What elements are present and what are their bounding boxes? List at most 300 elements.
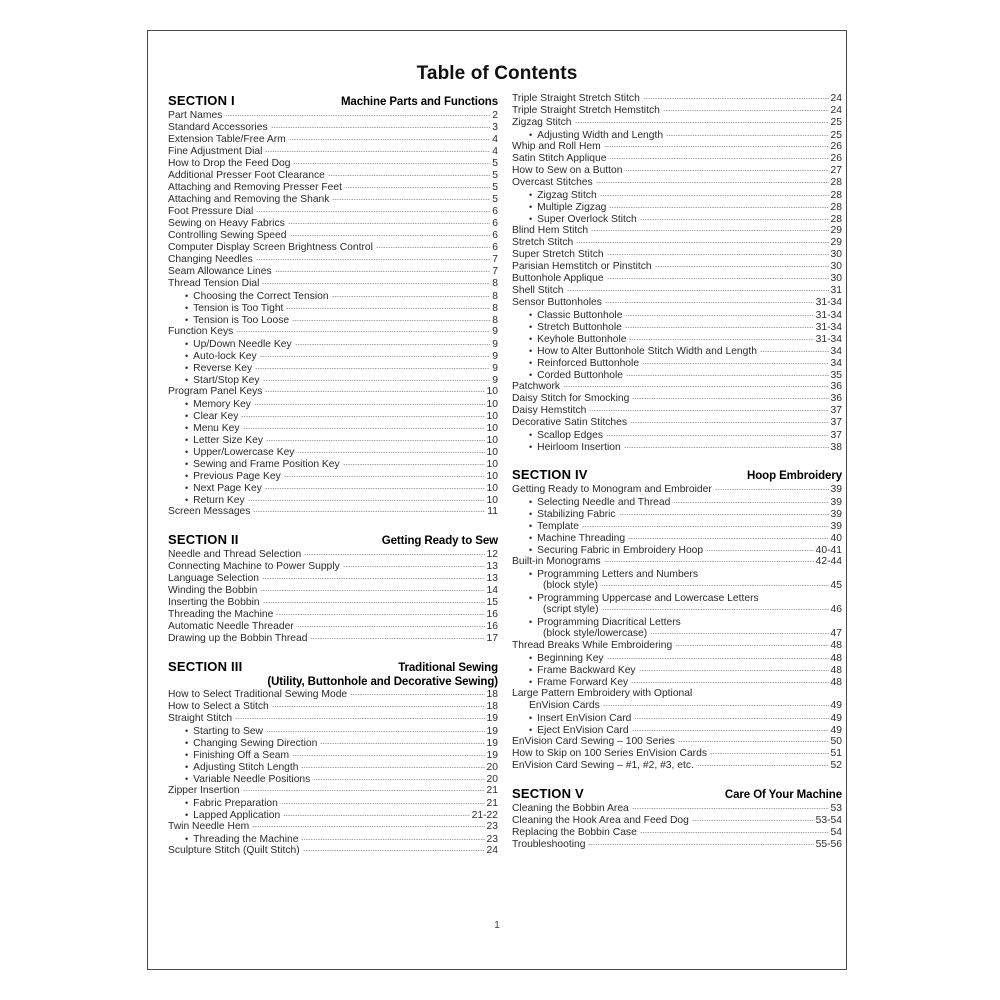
dot-leader (225, 115, 490, 116)
toc-entry-label: Tension is Too Tight (193, 303, 284, 314)
toc-entry[interactable] (512, 616, 842, 628)
toc-entry-label: Insert EnVision Card (537, 713, 632, 724)
dot-leader (605, 302, 814, 303)
dot-leader (288, 223, 491, 224)
toc-entry[interactable] (168, 398, 498, 410)
toc-entry-page-number: 10 (486, 386, 498, 397)
toc-entry-page-number: 31 (830, 285, 842, 296)
toc-entry[interactable] (512, 803, 842, 815)
dot-leader (290, 235, 491, 236)
toc-entry-page-number: 30 (830, 261, 842, 272)
toc-entry[interactable] (512, 309, 842, 321)
toc-entry[interactable] (512, 249, 842, 261)
toc-entry-label: (script style) (543, 604, 599, 615)
toc-entry[interactable] (512, 333, 842, 345)
toc-entry[interactable] (512, 201, 842, 213)
toc-entry-page-number: 9 (492, 339, 498, 350)
toc-entry-label: Letter Size Key (193, 435, 263, 446)
page-title: Table of Contents (416, 63, 578, 84)
toc-entry[interactable] (168, 713, 498, 725)
toc-entry[interactable] (512, 496, 842, 508)
left-column (168, 93, 498, 969)
toc-entry[interactable] (168, 242, 498, 254)
toc-entry[interactable] (168, 218, 498, 230)
toc-entry[interactable] (168, 434, 498, 446)
toc-entry[interactable] (168, 350, 498, 362)
dot-leader (275, 271, 491, 272)
toc-entry-page-number: 10 (486, 483, 498, 494)
dot-leader (289, 139, 491, 140)
toc-entry[interactable] (512, 484, 842, 496)
toc-entry[interactable] (512, 345, 842, 357)
toc-entry[interactable] (512, 604, 842, 616)
toc-entry[interactable] (168, 254, 498, 266)
toc-entry[interactable] (168, 797, 498, 809)
toc-entry-page-number: 27 (830, 165, 842, 176)
toc-entry[interactable] (512, 177, 842, 189)
toc-entry[interactable] (512, 532, 842, 544)
toc-entry-label: Start/Stop Key (193, 375, 260, 386)
toc-entry[interactable] (168, 761, 498, 773)
toc-entry-label: Starting to Sew (193, 726, 263, 737)
bullet-icon: • (185, 350, 189, 361)
toc-entry-label: Fabric Preparation (193, 798, 278, 809)
toc-entry[interactable] (512, 405, 842, 417)
toc-entry[interactable] (512, 321, 842, 333)
bullet-icon: • (529, 592, 533, 603)
toc-entry[interactable] (168, 206, 498, 218)
toc-entry[interactable] (168, 597, 498, 609)
toc-entry[interactable] (168, 266, 498, 278)
dot-leader (639, 670, 829, 671)
toc-entry-label: Cleaning the Hook Area and Feed Dog (512, 815, 689, 826)
dot-leader (262, 283, 490, 284)
dot-leader (272, 706, 485, 707)
toc-entry-label: Corded Buttonhole (537, 370, 624, 381)
toc-entry-page-number: 16 (486, 609, 498, 620)
toc-entry[interactable] (512, 141, 842, 153)
dot-leader (624, 447, 829, 448)
dot-leader (760, 351, 829, 352)
dot-leader (301, 767, 484, 768)
bullet-icon: • (185, 470, 189, 481)
dot-leader (281, 803, 485, 804)
dot-leader (609, 207, 828, 208)
toc-entry-page-number: 10 (486, 411, 498, 422)
toc-entry-page-number: 11 (487, 506, 498, 517)
toc-entry[interactable] (168, 561, 498, 573)
dot-leader (292, 320, 490, 321)
bullet-icon: • (529, 664, 533, 675)
dot-leader (295, 344, 491, 345)
bullet-icon: • (185, 749, 189, 760)
toc-entry-page-number: 38 (830, 442, 842, 453)
toc-entry-label: Sewing and Frame Position Key (193, 459, 340, 470)
toc-entry[interactable] (168, 633, 498, 645)
toc-entry-page-number: 48 (830, 665, 842, 676)
toc-entry[interactable] (168, 362, 498, 374)
toc-entry-page-number: 42-44 (815, 556, 842, 567)
toc-entry-page-number: 40 (830, 533, 842, 544)
toc-entry[interactable] (512, 165, 842, 177)
dot-leader (625, 327, 814, 328)
toc-entry[interactable] (512, 712, 842, 724)
toc-entry[interactable] (168, 230, 498, 242)
toc-entry[interactable] (512, 273, 842, 285)
toc-entry[interactable] (168, 326, 498, 338)
bullet-icon: • (529, 369, 533, 380)
toc-entry-page-number: 18 (486, 701, 498, 712)
bullet-icon: • (529, 676, 533, 687)
toc-entry-label: Daisy Hemstitch (512, 405, 587, 416)
toc-entry[interactable] (168, 737, 498, 749)
dot-leader (632, 730, 829, 731)
toc-entry-page-number: 5 (492, 170, 498, 181)
bullet-icon: • (529, 201, 533, 212)
toc-entry-page-number: 45 (830, 580, 842, 591)
dot-leader (582, 526, 829, 527)
section-title: Getting Ready to Sew (381, 535, 498, 547)
toc-entry-label: Automatic Needle Threader (168, 621, 294, 632)
toc-entry[interactable] (512, 381, 842, 393)
toc-entry[interactable] (512, 676, 842, 688)
toc-entry-label: Threading the Machine (168, 609, 274, 620)
toc-entry-label: Additional Presser Foot Clearance (168, 170, 325, 181)
toc-entry[interactable] (168, 585, 498, 597)
toc-entry[interactable] (168, 621, 498, 633)
bullet-icon: • (185, 422, 189, 433)
section-title: Care Of Your Machine (724, 789, 842, 801)
toc-entry-label: Heirloom Insertion (537, 442, 621, 453)
toc-entry-page-number: 31-34 (815, 310, 842, 321)
toc-entry-label: Replacing the Bobbin Case (512, 827, 637, 838)
toc-entry[interactable] (168, 182, 498, 194)
toc-entry-label: Program Panel Keys (168, 386, 263, 397)
dot-leader (297, 452, 484, 453)
toc-entry-label: Triple Straight Stretch Stitch (512, 93, 640, 104)
dot-leader (643, 98, 829, 99)
toc-entry-label: Built-in Monograms (512, 556, 601, 567)
dot-leader (631, 682, 828, 683)
toc-entry-label: Overcast Stitches (512, 177, 593, 188)
dot-leader (576, 242, 828, 243)
toc-entry[interactable] (512, 357, 842, 369)
toc-entry[interactable] (168, 833, 498, 845)
toc-entry[interactable] (168, 845, 498, 857)
dot-leader (626, 375, 829, 376)
dot-leader (673, 502, 828, 503)
toc-entry[interactable] (168, 170, 498, 182)
toc-entry-page-number: 19 (486, 726, 498, 737)
toc-entry-label: Next Page Key (193, 483, 262, 494)
toc-entry-page-number: 36 (830, 393, 842, 404)
toc-entry[interactable] (512, 760, 842, 772)
toc-entry-page-number: 30 (830, 273, 842, 284)
toc-entry[interactable] (168, 422, 498, 434)
dot-leader (332, 199, 490, 200)
toc-entry[interactable] (512, 700, 842, 712)
right-column (512, 93, 842, 969)
toc-entry[interactable] (168, 446, 498, 458)
dot-leader (715, 489, 829, 490)
toc-entry[interactable] (512, 117, 842, 129)
toc-entry-label: Extension Table/Free Arm (168, 134, 286, 145)
toc-entry-page-number: 7 (492, 266, 498, 277)
toc-entry[interactable] (168, 158, 498, 170)
toc-entry[interactable] (512, 580, 842, 592)
toc-entry-label: Choosing the Correct Tension (193, 291, 329, 302)
toc-entry-page-number: 26 (830, 153, 842, 164)
toc-entry[interactable] (512, 429, 842, 441)
toc-entry-label: Thread Tension Dial (168, 278, 260, 289)
dot-leader (640, 219, 829, 220)
toc-entry-page-number: 21-22 (471, 810, 498, 821)
toc-entry-page-number: 54 (830, 827, 842, 838)
toc-entry-page-number: 15 (486, 597, 498, 608)
toc-entry[interactable] (512, 369, 842, 381)
toc-entry[interactable] (168, 146, 498, 158)
toc-entry-page-number: 10 (486, 459, 498, 470)
toc-entry-label: Screen Messages (168, 506, 251, 517)
toc-entry-label: Classic Buttonhole (537, 310, 623, 321)
toc-entry-label: Cleaning the Bobbin Area (512, 803, 629, 814)
dot-leader (254, 404, 485, 405)
toc-entry[interactable] (512, 568, 842, 580)
toc-entry[interactable] (512, 736, 842, 748)
toc-entry[interactable] (512, 748, 842, 760)
dot-leader (252, 826, 484, 827)
toc-entry-page-number: 6 (492, 206, 498, 217)
toc-entry-page-number: 13 (486, 573, 498, 584)
toc-entry-label: Connecting Machine to Power Supply (168, 561, 340, 572)
section-id: SECTION IV (512, 467, 588, 482)
toc-entry[interactable] (168, 470, 498, 482)
toc-entry[interactable] (512, 640, 842, 652)
dot-leader (304, 554, 484, 555)
toc-entry-label: Drawing up the Bobbin Thread (168, 633, 308, 644)
dot-leader (629, 339, 813, 340)
dot-leader (265, 488, 485, 489)
toc-entry[interactable] (512, 285, 842, 297)
dot-leader (376, 247, 490, 248)
toc-entry-page-number: 28 (830, 214, 842, 225)
toc-entry-label: Adjusting Width and Length (537, 130, 664, 141)
toc-entry[interactable] (512, 508, 842, 520)
toc-entry-page-number: 4 (492, 146, 498, 157)
dot-leader (663, 110, 829, 111)
toc-entry[interactable] (168, 809, 498, 821)
toc-entry[interactable] (512, 556, 842, 568)
toc-entry-label: Adjusting Stitch Length (193, 762, 299, 773)
toc-entry-page-number: 37 (830, 430, 842, 441)
toc-entry[interactable] (512, 213, 842, 225)
toc-entry[interactable] (168, 410, 498, 422)
toc-entry-page-number: 31-34 (815, 322, 842, 333)
dot-leader (567, 290, 829, 291)
dot-leader (607, 254, 829, 255)
toc-entry-label: (block style) (543, 580, 598, 591)
bullet-icon: • (185, 362, 189, 373)
toc-entry[interactable] (512, 544, 842, 556)
toc-entry[interactable] (168, 278, 498, 290)
toc-entry-label: Sensor Buttonholes (512, 297, 602, 308)
toc-entry[interactable] (512, 827, 842, 839)
toc-entry-page-number: 31-34 (815, 297, 842, 308)
toc-entry-label: Standard Accessories (168, 122, 268, 133)
toc-entry[interactable] (512, 105, 842, 117)
toc-entry-label: Buttonhole Applique (512, 273, 604, 284)
toc-entry[interactable] (512, 129, 842, 141)
dot-leader (601, 585, 829, 586)
toc-entry[interactable] (512, 628, 842, 640)
toc-entry[interactable] (168, 110, 498, 122)
toc-entry-page-number: 48 (830, 640, 842, 651)
toc-entry[interactable] (512, 393, 842, 405)
toc-entry[interactable] (168, 482, 498, 494)
toc-entry[interactable] (168, 821, 498, 833)
dot-leader (301, 839, 484, 840)
toc-entry-label: Computer Display Screen Brightness Control (168, 242, 373, 253)
toc-entry[interactable] (512, 297, 842, 309)
toc-entry[interactable] (512, 441, 842, 453)
toc-entry[interactable] (168, 506, 498, 518)
section-id: SECTION V (512, 786, 584, 801)
toc-entry[interactable] (168, 194, 498, 206)
toc-entry-label: Patchwork (512, 381, 561, 392)
toc-entry-page-number: 23 (486, 834, 498, 845)
toc-entry[interactable] (168, 134, 498, 146)
toc-entry-page-number: 10 (486, 471, 498, 482)
toc-entry-page-number: 17 (486, 633, 498, 644)
toc-entry[interactable] (512, 520, 842, 532)
toc-entry-page-number: 5 (492, 182, 498, 193)
dot-leader (563, 386, 828, 387)
toc-entry[interactable] (168, 374, 498, 386)
toc-entry[interactable] (168, 689, 498, 701)
bullet-icon: • (185, 761, 189, 772)
dot-leader (284, 476, 485, 477)
dot-leader (260, 590, 484, 591)
toc-entry-label: Blind Hem Stitch (512, 225, 589, 236)
toc-entry-page-number: 5 (492, 158, 498, 169)
toc-entry-label: Clear Key (193, 411, 239, 422)
toc-entry-label: Reinforced Buttonhole (537, 358, 640, 369)
toc-entry-label: Satin Stitch Applique (512, 153, 607, 164)
toc-entry[interactable] (512, 652, 842, 664)
toc-entry[interactable] (168, 701, 498, 713)
toc-entry-label: How to Select a Stitch (168, 701, 269, 712)
toc-entry-label: Super Stretch Stitch (512, 249, 604, 260)
dot-leader (253, 511, 485, 512)
toc-entry[interactable] (512, 592, 842, 604)
bullet-icon: • (529, 309, 533, 320)
bullet-icon: • (185, 302, 189, 313)
toc-entry-label: Twin Needle Hem (168, 821, 250, 832)
toc-entry-label: Stretch Stitch (512, 237, 574, 248)
dot-leader (678, 741, 829, 742)
toc-entry[interactable] (512, 688, 842, 700)
toc-entry[interactable] (512, 724, 842, 736)
toc-entry[interactable] (168, 302, 498, 314)
section-id: SECTION II (168, 532, 239, 547)
dot-leader (701, 574, 840, 575)
bullet-icon: • (529, 496, 533, 507)
dot-leader (345, 187, 490, 188)
section-header (168, 659, 498, 674)
toc-entry[interactable] (168, 785, 498, 797)
toc-entry[interactable] (168, 290, 498, 302)
toc-entry-page-number: 4 (492, 134, 498, 145)
toc-entry[interactable] (512, 815, 842, 827)
toc-entry-page-number: 36 (830, 381, 842, 392)
toc-entry-label: Programming Diacritical Letters (537, 617, 681, 628)
bullet-icon: • (529, 441, 533, 452)
toc-entry[interactable] (168, 573, 498, 585)
toc-entry-page-number: 25 (830, 130, 842, 141)
toc-entry-label: Memory Key (193, 399, 251, 410)
toc-entry-label: Sewing on Heavy Fabrics (168, 218, 285, 229)
toc-entry-page-number: 39 (830, 521, 842, 532)
toc-entry[interactable] (512, 664, 842, 676)
toc-entry-label: Needle and Thread Selection (168, 549, 302, 560)
toc-entry[interactable] (512, 93, 842, 105)
toc-entry[interactable] (168, 386, 498, 398)
toc-entry[interactable] (168, 749, 498, 761)
toc-entry[interactable] (168, 494, 498, 506)
toc-entry[interactable] (512, 225, 842, 237)
dot-leader (286, 308, 490, 309)
bullet-icon: • (185, 797, 189, 808)
toc-entry[interactable] (168, 725, 498, 737)
dot-leader (710, 753, 829, 754)
dot-leader (632, 398, 828, 399)
toc-entry[interactable] (168, 122, 498, 134)
dot-leader (695, 693, 840, 694)
toc-entry-page-number: 3 (492, 122, 498, 133)
toc-entry[interactable] (512, 839, 842, 851)
toc-entry-label: Stretch Buttonhole (537, 322, 622, 333)
toc-entry[interactable] (512, 237, 842, 249)
dot-leader (293, 163, 490, 164)
dot-leader (243, 428, 485, 429)
toc-entry[interactable] (512, 261, 842, 273)
toc-entry-label: Part Names (168, 110, 223, 121)
toc-entry[interactable] (512, 417, 842, 429)
dot-leader (640, 832, 829, 833)
toc-entry[interactable] (168, 609, 498, 621)
toc-entry-page-number: 35 (830, 370, 842, 381)
toc-entry-page-number: 34 (830, 358, 842, 369)
toc-entry[interactable] (512, 189, 842, 201)
toc-entry[interactable] (168, 458, 498, 470)
dot-leader (265, 391, 484, 392)
toc-entry[interactable] (168, 773, 498, 785)
toc-entry-page-number: 53 (830, 803, 842, 814)
bullet-icon: • (185, 410, 189, 421)
toc-entry-label: How to Sew on a Button (512, 165, 623, 176)
toc-entry-label: Changing Sewing Direction (193, 738, 318, 749)
toc-entry-page-number: 55-56 (815, 839, 842, 850)
toc-entry[interactable] (512, 153, 842, 165)
bullet-icon: • (529, 712, 533, 723)
toc-entry-page-number: 51 (830, 748, 842, 759)
toc-entry[interactable] (168, 549, 498, 561)
toc-entry[interactable] (168, 338, 498, 350)
toc-entry-page-number: 18 (486, 689, 498, 700)
toc-entry[interactable] (168, 314, 498, 326)
toc-entry-page-number: 46 (830, 604, 842, 615)
toc-entry-page-number: 16 (486, 621, 498, 632)
